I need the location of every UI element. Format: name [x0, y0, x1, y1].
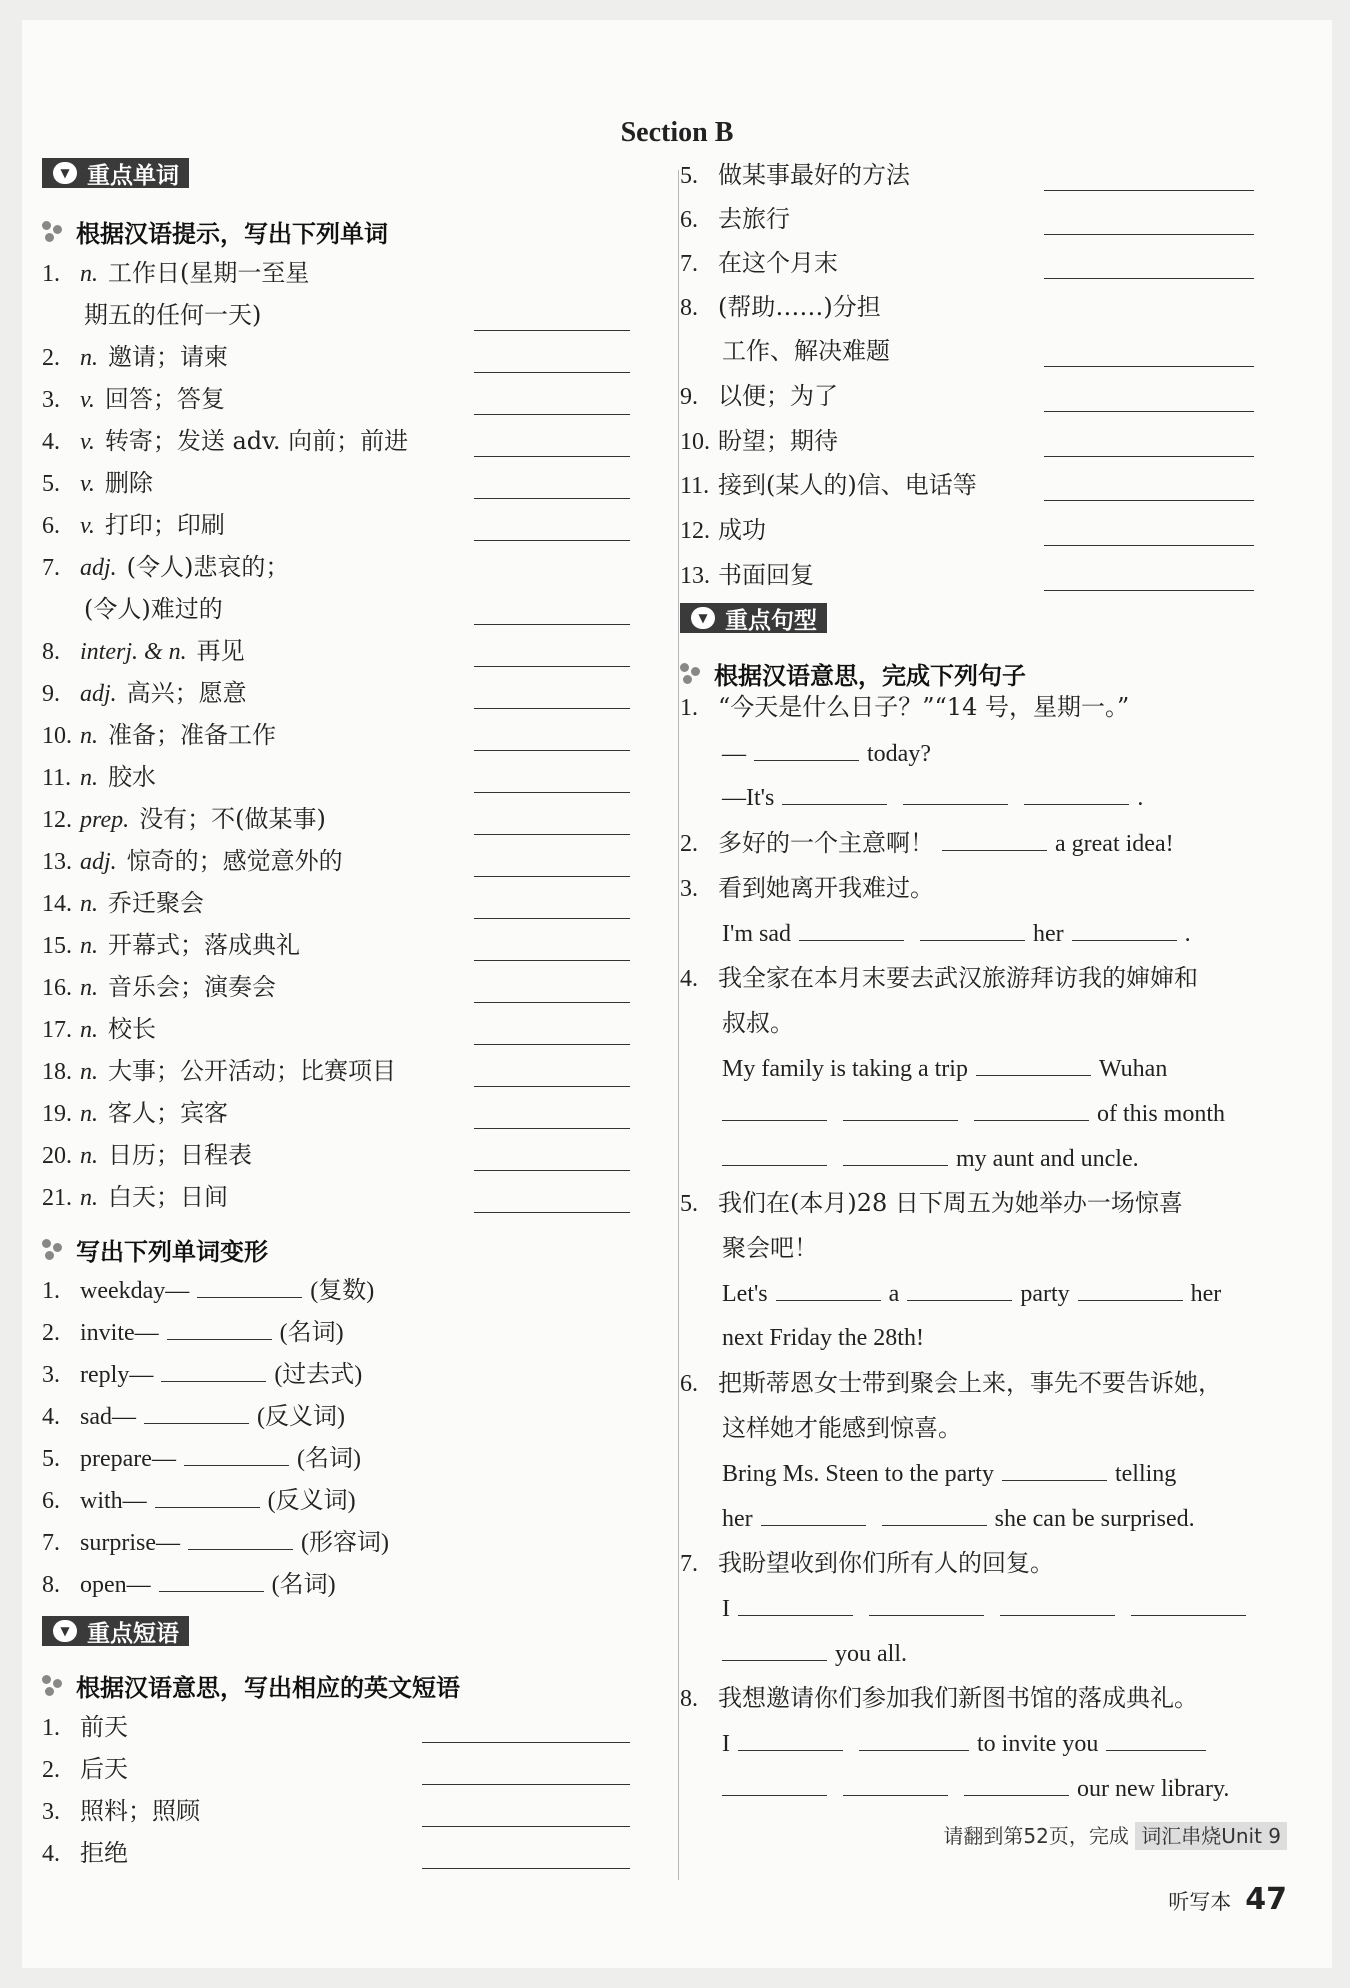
- sentence-4-cn: 4. 我全家在本月末要去武汉旅游拜访我的婶婶和: [680, 964, 1198, 992]
- answer-blank[interactable]: [474, 540, 630, 541]
- item-number: 6.: [42, 513, 60, 539]
- answer-blank[interactable]: [474, 876, 630, 877]
- form-hint: (名词): [296, 1446, 361, 1472]
- header-phrases: ▼ 重点短语: [42, 1616, 189, 1646]
- answer-blank[interactable]: [474, 1212, 630, 1213]
- word-item: [42, 636, 245, 667]
- sentence-1-line-a: — today?: [722, 738, 931, 769]
- chevron-down-icon: ▼: [53, 1620, 77, 1642]
- sentence-1-cn: 1. “今天是什么日子？”“14 号，星期一。”: [680, 693, 1130, 721]
- item-number: 3.: [42, 1362, 60, 1388]
- chinese-hint: 没有；不(做某事): [139, 805, 326, 833]
- chinese-hint: 转寄；发送 adv. 向前；前进: [104, 427, 409, 455]
- word-item: [42, 468, 153, 499]
- chinese-hint: 删除: [104, 469, 153, 497]
- phrase-item: [680, 560, 814, 591]
- part-of-speech: v.: [80, 429, 95, 455]
- sentence-6-en-b: her she can be surprised.: [722, 1503, 1195, 1534]
- chinese-phrase: 在这个月末: [718, 249, 838, 277]
- column-divider: [678, 170, 679, 1880]
- item-number: 8.: [680, 295, 698, 321]
- item-number: 4.: [42, 429, 60, 455]
- item-number: 2.: [42, 345, 60, 371]
- base-word: with—: [80, 1488, 147, 1514]
- chinese-hint: 邀请；请柬: [108, 343, 228, 371]
- phrase-item: [680, 204, 790, 235]
- sentence-3-en: I'm sad her .: [722, 918, 1191, 949]
- answer-blank[interactable]: [422, 1742, 630, 1743]
- part-of-speech: n.: [80, 1101, 98, 1127]
- word-item: [42, 1182, 228, 1213]
- chinese-hint: 日历；日程表: [108, 1141, 252, 1169]
- item-number: 6.: [680, 207, 698, 233]
- form-hint: (形容词): [300, 1530, 389, 1556]
- answer-blank[interactable]: [1044, 366, 1254, 367]
- dots-icon: [42, 221, 64, 243]
- item-number: 8.: [42, 639, 60, 665]
- footnote-tag: 词汇串烧Unit 9: [1135, 1822, 1287, 1850]
- chevron-down-icon: ▼: [53, 162, 77, 184]
- part-of-speech: n.: [80, 975, 98, 1001]
- answer-blank[interactable]: [1044, 411, 1254, 412]
- chinese-hint: 高兴；愿意: [126, 679, 247, 707]
- chinese-phrase: 照料；照顾: [80, 1797, 200, 1825]
- part-of-speech: n.: [80, 933, 98, 959]
- item-number: 11.: [42, 765, 72, 791]
- form-item: [42, 1527, 389, 1558]
- word-item: [42, 258, 309, 289]
- answer-blank[interactable]: [474, 330, 630, 331]
- word-item: [42, 678, 247, 709]
- answer-blank[interactable]: [474, 708, 630, 709]
- answer-blank[interactable]: [167, 1317, 272, 1340]
- part-of-speech: n.: [80, 261, 98, 287]
- item-number: 8.: [42, 1572, 60, 1598]
- sentence-2: 2. 多好的一个主意啊！ a great idea!: [680, 829, 1174, 857]
- item-number: 1.: [42, 1278, 60, 1304]
- phrase-item: [680, 292, 881, 323]
- chinese-phrase: 盼望；期待: [718, 427, 838, 455]
- item-number: 3.: [42, 1799, 60, 1825]
- part-of-speech: n.: [80, 345, 98, 371]
- part-of-speech: adj.: [80, 555, 117, 581]
- answer-blank[interactable]: [1044, 234, 1254, 235]
- form-item: [42, 1485, 356, 1516]
- item-number: 13.: [42, 849, 72, 875]
- word-item: [42, 972, 276, 1003]
- part-of-speech: interj. & n.: [80, 639, 187, 665]
- answer-blank[interactable]: [1044, 500, 1254, 501]
- answer-blank[interactable]: [474, 414, 630, 415]
- base-word: reply—: [80, 1362, 154, 1388]
- chinese-phrase: 去旅行: [718, 205, 790, 233]
- sentence-5-cn: 5. 我们在(本月)28 日下周五为她举办一场惊喜: [680, 1189, 1183, 1217]
- word-item: [42, 1098, 228, 1129]
- item-number: 16.: [42, 975, 72, 1001]
- part-of-speech: v.: [80, 387, 95, 413]
- answer-blank[interactable]: [474, 372, 630, 373]
- item-number: 18.: [42, 1059, 72, 1085]
- chinese-hint: 校长: [108, 1015, 156, 1043]
- phrase-item: [42, 1754, 128, 1785]
- base-word: open—: [80, 1572, 151, 1598]
- footnote: 请翻到第52页，完成 词汇串烧Unit 9: [943, 1820, 1287, 1849]
- sentence-4-cn2: 叔叔。: [722, 1009, 794, 1037]
- base-word: weekday—: [80, 1278, 190, 1304]
- part-of-speech: n.: [80, 891, 98, 917]
- chinese-hint: 乔迁聚会: [108, 889, 204, 917]
- item-number: 10.: [680, 429, 710, 455]
- chinese-phrase: 书面回复: [718, 561, 814, 589]
- item-number: 4.: [42, 1404, 60, 1430]
- sentence-6-cn2: 这样她才能感到惊喜。: [722, 1414, 962, 1442]
- part-of-speech: n.: [80, 1185, 98, 1211]
- item-number: 1.: [42, 1715, 60, 1741]
- form-item: [42, 1317, 344, 1348]
- word-item: [42, 846, 343, 877]
- item-number: 15.: [42, 933, 72, 959]
- sentence-4-en-a: My family is taking a trip Wuhan: [722, 1053, 1167, 1084]
- form-hint: (复数): [310, 1278, 375, 1304]
- phrase-item-cont: [722, 336, 890, 366]
- sentence-7-cn: 7. 我盼望收到你们所有人的回复。: [680, 1549, 1054, 1577]
- answer-blank[interactable]: [474, 750, 630, 751]
- sub-words2: 写出下列单词变形: [42, 1232, 268, 1267]
- sentence-5-en-b: next Friday the 28th!: [722, 1325, 924, 1351]
- chinese-hint: 开幕式；落成典礼: [108, 931, 300, 959]
- dots-icon: [680, 663, 702, 685]
- sentence-8-en-b: our new library.: [722, 1773, 1229, 1804]
- sentence-7-en-b: you all.: [722, 1638, 907, 1669]
- answer-blank[interactable]: [161, 1359, 266, 1382]
- part-of-speech: n.: [80, 723, 98, 749]
- chinese-hint: 音乐会；演奏会: [108, 973, 276, 1001]
- answer-blank[interactable]: [474, 1002, 630, 1003]
- item-number: 13.: [680, 563, 710, 589]
- answer-blank[interactable]: [184, 1443, 289, 1466]
- word-item: [42, 552, 289, 583]
- answer-blank[interactable]: [1044, 590, 1254, 591]
- word-item-cont: [84, 300, 261, 330]
- page-footer: 听写本 47: [1168, 1882, 1287, 1917]
- word-item: [42, 804, 326, 835]
- word-item: [42, 720, 276, 751]
- part-of-speech: n.: [80, 1143, 98, 1169]
- part-of-speech: n.: [80, 765, 98, 791]
- sentence-7-en-a: I: [722, 1593, 1254, 1624]
- dots-icon: [42, 1239, 64, 1261]
- word-item: [42, 1014, 156, 1045]
- answer-blank[interactable]: [1044, 278, 1254, 279]
- chinese-phrase: 接到(某人的)信、电话等: [718, 471, 977, 499]
- answer-blank[interactable]: [155, 1485, 260, 1508]
- chinese-phrase: 后天: [80, 1755, 128, 1783]
- header-words: ▼ 重点单词: [42, 158, 189, 188]
- word-item: [42, 426, 408, 457]
- form-item: [42, 1401, 345, 1432]
- part-of-speech: adj.: [80, 681, 117, 707]
- item-number: 12.: [42, 807, 72, 833]
- chinese-hint: 打印；印刷: [104, 511, 225, 539]
- answer-blank[interactable]: [422, 1784, 630, 1785]
- base-word: prepare—: [80, 1446, 176, 1472]
- item-number: 3.: [42, 387, 60, 413]
- header-sentences: ▼ 重点句型: [680, 603, 827, 633]
- sentence-8-cn: 8. 我想邀请你们参加我们新图书馆的落成典礼。: [680, 1684, 1198, 1712]
- answer-blank[interactable]: [474, 834, 630, 835]
- dots-icon: [42, 1675, 64, 1697]
- answer-blank[interactable]: [1044, 456, 1254, 457]
- chinese-hint: 回答；答复: [104, 385, 225, 413]
- item-number: 19.: [42, 1101, 72, 1127]
- word-item: [42, 384, 225, 415]
- chinese-hint: 大事；公开活动；比赛项目: [108, 1057, 396, 1085]
- answer-blank[interactable]: [474, 792, 630, 793]
- word-item: [42, 762, 156, 793]
- form-item: [42, 1443, 361, 1474]
- answer-blank[interactable]: [422, 1868, 630, 1869]
- answer-blank[interactable]: [474, 1170, 630, 1171]
- answer-blank[interactable]: [474, 918, 630, 919]
- phrase-item: [680, 160, 910, 191]
- sub-words1: 根据汉语提示，写出下列单词: [42, 214, 388, 249]
- sentence-4-en-c: my aunt and uncle.: [722, 1143, 1139, 1174]
- chinese-phrase: 做某事最好的方法: [718, 161, 910, 189]
- chinese-hint: 胶水: [108, 763, 156, 791]
- chinese-hint: 工作日(星期一至星: [108, 259, 310, 287]
- answer-blank[interactable]: [474, 1128, 630, 1129]
- chinese-phrase: 成功: [718, 516, 766, 544]
- word-item: [42, 888, 204, 919]
- sentence-6-en-a: Bring Ms. Steen to the party telling: [722, 1458, 1176, 1489]
- sentence-1-line-b: —It's .: [722, 782, 1143, 813]
- answer-blank[interactable]: [474, 960, 630, 961]
- chinese-hint: 惊奇的；感觉意外的: [126, 847, 343, 875]
- word-item: [42, 1056, 396, 1087]
- item-number: 11.: [680, 473, 710, 499]
- word-item: [42, 1140, 252, 1171]
- phrase-item: [680, 426, 838, 457]
- item-number: 9.: [680, 384, 698, 410]
- base-word: surprise—: [80, 1530, 180, 1556]
- form-hint: (反义词): [257, 1404, 345, 1430]
- answer-blank[interactable]: [422, 1826, 630, 1827]
- answer-blank[interactable]: [1044, 545, 1254, 546]
- item-number: 14.: [42, 891, 72, 917]
- form-hint: (名词): [279, 1320, 344, 1346]
- phrase-item: [680, 248, 838, 279]
- form-item: [42, 1275, 374, 1306]
- item-number: 5.: [42, 471, 60, 497]
- part-of-speech: prep.: [80, 807, 130, 833]
- chinese-hint-cont: (令人)难过的: [84, 595, 223, 623]
- answer-blank[interactable]: [474, 498, 630, 499]
- phrase-item: [680, 381, 838, 412]
- form-hint: (过去式): [274, 1362, 363, 1388]
- form-hint: (名词): [271, 1572, 336, 1598]
- answer-blank[interactable]: [474, 624, 630, 625]
- sentence-5-cn2: 聚会吧！: [722, 1234, 818, 1262]
- item-number: 6.: [42, 1488, 60, 1514]
- worksheet-page: [22, 20, 1332, 1968]
- item-number: 17.: [42, 1017, 72, 1043]
- item-number: 7.: [680, 251, 698, 277]
- answer-blank[interactable]: [159, 1569, 264, 1592]
- answer-blank[interactable]: [188, 1527, 293, 1550]
- chinese-hint: 客人；宾客: [108, 1099, 228, 1127]
- chinese-hint: 再见: [196, 637, 245, 665]
- item-number: 21.: [42, 1185, 72, 1211]
- item-number: 7.: [42, 1530, 60, 1556]
- item-number: 2.: [42, 1320, 60, 1346]
- chinese-hint-cont: 期五的任何一天): [84, 301, 262, 329]
- item-number: 5.: [42, 1446, 60, 1472]
- chinese-hint: (令人)悲哀的；: [126, 553, 290, 581]
- item-number: 5.: [680, 163, 698, 189]
- chinese-phrase: (帮助……)分担: [718, 293, 881, 321]
- part-of-speech: n.: [80, 1059, 98, 1085]
- item-number: 2.: [42, 1757, 60, 1783]
- answer-blank[interactable]: [474, 1086, 630, 1087]
- item-number: 20.: [42, 1143, 72, 1169]
- item-number: 1.: [42, 261, 60, 287]
- sub-sent1: 根据汉语意思，完成下列句子: [680, 656, 1026, 691]
- answer-blank[interactable]: [474, 456, 630, 457]
- word-item-cont: [84, 594, 223, 624]
- item-number: 9.: [42, 681, 60, 707]
- chinese-phrase: 以便；为了: [718, 382, 838, 410]
- item-number: 7.: [42, 555, 60, 581]
- answer-blank[interactable]: [144, 1401, 249, 1424]
- item-number: 4.: [42, 1841, 60, 1867]
- part-of-speech: v.: [80, 513, 95, 539]
- sentence-3-cn: 3. 看到她离开我难过。: [680, 874, 934, 902]
- part-of-speech: v.: [80, 471, 95, 497]
- answer-blank[interactable]: [1044, 190, 1254, 191]
- page-number: 47: [1245, 1882, 1287, 1917]
- word-item: [42, 342, 228, 373]
- phrase-item: [42, 1838, 128, 1869]
- form-item: [42, 1359, 362, 1390]
- sentence-4-en-b: of this month: [722, 1098, 1225, 1129]
- answer-blank[interactable]: [197, 1275, 302, 1298]
- part-of-speech: adj.: [80, 849, 117, 875]
- chinese-phrase-cont: 工作、解决难题: [722, 337, 890, 365]
- chinese-phrase: 拒绝: [80, 1839, 128, 1867]
- phrase-item: [42, 1796, 200, 1827]
- word-item: [42, 510, 225, 541]
- form-item: [42, 1569, 336, 1600]
- item-number: 12.: [680, 518, 710, 544]
- section-title: Section B: [620, 117, 734, 148]
- phrase-item: [42, 1712, 128, 1743]
- sentence-8-en-a: I to invite you: [722, 1728, 1214, 1759]
- sentence-6-cn: 6. 把斯蒂恩女士带到聚会上来，事先不要告诉她，: [680, 1369, 1222, 1397]
- chinese-phrase: 前天: [80, 1713, 128, 1741]
- item-number: 10.: [42, 723, 72, 749]
- sub-phrases1: 根据汉语意思，写出相应的英文短语: [42, 1668, 460, 1703]
- word-item: [42, 930, 300, 961]
- base-word: invite—: [80, 1320, 159, 1346]
- answer-blank[interactable]: [474, 1044, 630, 1045]
- sentence-5-en-a: Let's a party her: [722, 1278, 1221, 1309]
- phrase-item: [680, 515, 766, 546]
- chinese-hint: 白天；日间: [108, 1183, 228, 1211]
- chinese-hint: 准备；准备工作: [108, 721, 276, 749]
- form-hint: (反义词): [267, 1488, 356, 1514]
- phrase-item: [680, 470, 977, 501]
- base-word: sad—: [80, 1404, 136, 1430]
- part-of-speech: n.: [80, 1017, 98, 1043]
- chevron-down-icon: ▼: [691, 607, 715, 629]
- answer-blank[interactable]: [474, 666, 630, 667]
